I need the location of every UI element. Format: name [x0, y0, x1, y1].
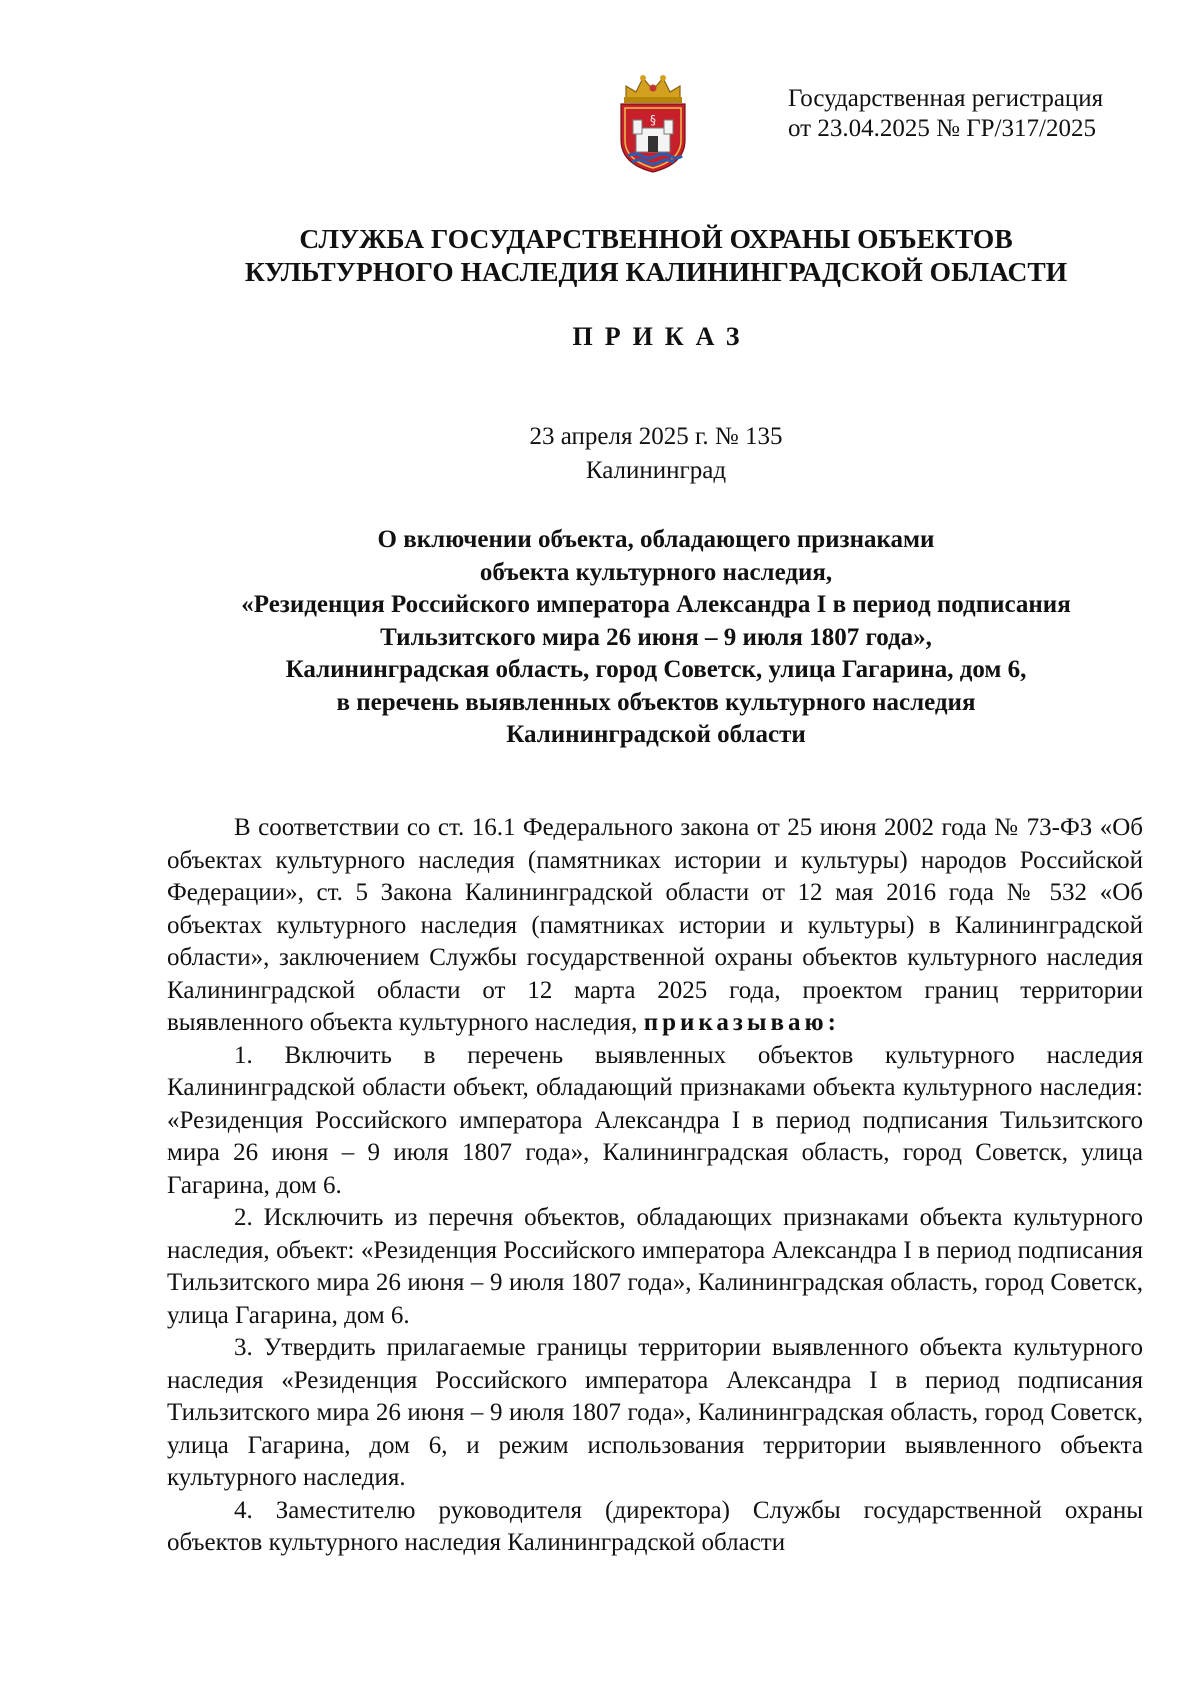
- order-item: 3. Утвердить прилагаемые границы территории выявленного объекта культурного наследия «Резиденция Российского императора Александра I в период подписания Тильзитского мира 26 июня – 9 июля 1807 года», Калининградская область, город Советск, улица Гагарина, дом 6, и режим использования территории выявленного объекта культурного наследия.: [167, 1334, 1143, 1491]
- title-line: объекта культурного наследия,: [479, 558, 833, 586]
- title-line: в перечень выявленных объектов культурного наследия: [336, 688, 976, 716]
- agency-name-line-2: КУЛЬТУРНОГО НАСЛЕДИЯ КАЛИНИНГРАДСКОЙ ОБЛАСТИ: [244, 256, 1068, 287]
- coat-of-arms-icon: [612, 70, 694, 174]
- title-line: О включении объекта, обладающего признаками: [377, 526, 935, 553]
- registration-line-2: от 23.04.2025 № ГР/317/2025: [788, 115, 1096, 142]
- date-and-number: 23 апреля 2025 г. № 135: [529, 423, 783, 450]
- order-item: 2. Исключить из перечня объектов, обладающих признаками объекта культурного наследия, объект: «Резиденция Российского императора Александра I в период подписания Тильзитского мира 26 июня – 9 июля 1807 года», Калининградская область, город Советск, улица Гагарина, дом 6.: [167, 1204, 1143, 1329]
- title-line: Калининградская область, город Советск, улица Гагарина, дом 6,: [285, 656, 1027, 683]
- state-registration: [788, 84, 1103, 144]
- title-line: «Резиденция Российского императора Александра I в период подписания: [241, 591, 1071, 618]
- order-word: приказываю:: [643, 1009, 840, 1036]
- title-line: Тильзитского мира 26 июня – 9 июля 1807 года»,: [380, 623, 932, 651]
- registration-line-1: Государственная регистрация: [788, 85, 1104, 112]
- order-item: 4. Заместителю руководителя (директора) Службы государственной охраны объектов культурного наследия Калининградской области: [167, 1496, 1143, 1556]
- city: Калининград: [585, 457, 727, 484]
- order-item: 1. Включить в перечень выявленных объектов культурного наследия Калининградской области объект, обладающий признаками объекта культурного наследия: «Резиденция Российского императора Александра I в период подписания Тильзитского мира 26 июня – 9 июля 1807 года», Калининградская область, город Советск, улица Гагарина, дом 6.: [167, 1041, 1143, 1199]
- document-type: ПРИКАЗ: [572, 322, 752, 351]
- svg-text:§: §: [650, 113, 656, 127]
- order-title: [0, 524, 1200, 752]
- preamble-paragraph: [167, 812, 1143, 1040]
- preamble-text: В соответствии со ст. 16.1 Федерального закона от 25 июня 2002 года № 73-ФЗ «Об объектах культурного наследия (памятниках истории и культуры) народов Российской Федерации», ст. 5 Закона Калининградской области от 12 мая 2016 года № 532 «Об объектах культурного наследия (памятниках истории и культуры) в Калининградской области», заключением Службы государственной охраны объектов культурного наследия Калининградской области от 12 марта 2025 года, проектом границ территории выявленного объекта культурного наследия,: [167, 814, 1143, 1036]
- agency-name: [0, 222, 1200, 288]
- agency-name-line-1: СЛУЖБА ГОСУДАРСТВЕННОЙ ОХРАНЫ ОБЪЕКТОВ: [299, 223, 1013, 254]
- title-line: Калининградской области: [506, 721, 806, 748]
- order-body: [167, 812, 1143, 1560]
